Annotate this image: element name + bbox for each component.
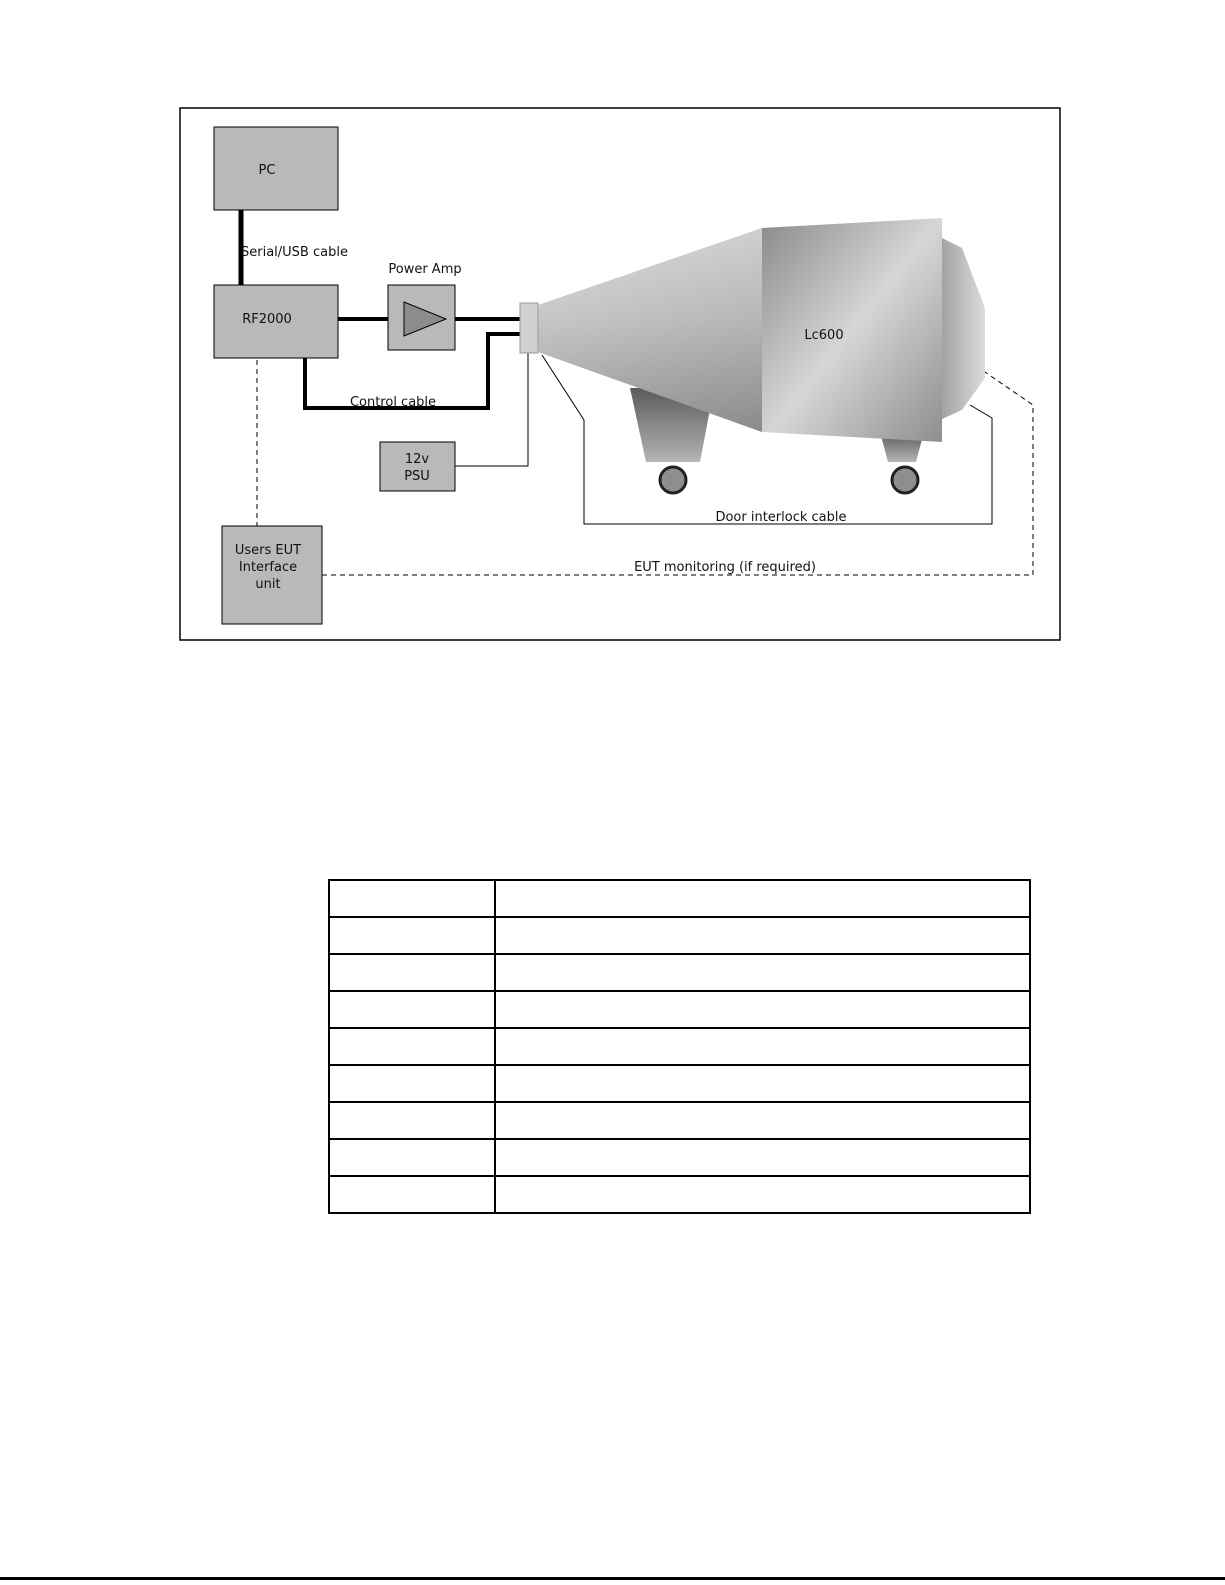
wheel-front-icon	[660, 467, 686, 493]
table-row	[329, 1102, 1030, 1139]
table-row	[329, 991, 1030, 1028]
table-row	[329, 1065, 1030, 1102]
table-cell	[329, 991, 495, 1028]
table-cell	[495, 991, 1030, 1028]
eut-monitoring-label: EUT monitoring (if required)	[634, 560, 816, 575]
eut-interface-label-line3: unit	[255, 577, 281, 592]
table-cell	[329, 1176, 495, 1213]
table-cell	[329, 1065, 495, 1102]
table-cell	[329, 917, 495, 954]
door-interlock-label: Door interlock cable	[715, 510, 847, 525]
table-row	[329, 880, 1030, 917]
table-cell	[495, 880, 1030, 917]
empty-spec-table	[328, 879, 1031, 1214]
page-footer-rule	[0, 1577, 1225, 1580]
eut-interface-box	[222, 526, 322, 624]
lc600-label: Lc600	[804, 328, 844, 343]
table-row	[329, 1139, 1030, 1176]
psu-label-line2: PSU	[404, 469, 430, 484]
antenna-connector	[520, 303, 538, 353]
table-cell	[495, 1102, 1030, 1139]
table-cell	[329, 1102, 495, 1139]
eut-interface-label-line2: Interface	[238, 560, 298, 575]
table-row	[329, 1176, 1030, 1213]
table-cell	[495, 954, 1030, 991]
serial-cable-label: Serial/USB cable	[241, 245, 348, 260]
table-cell	[495, 1065, 1030, 1102]
table-row	[329, 954, 1030, 991]
power-amp-label: Power Amp	[388, 262, 462, 277]
control-cable-label: Control cable	[349, 395, 437, 410]
table-row	[329, 917, 1030, 954]
table-cell	[329, 1028, 495, 1065]
table-cell	[329, 1139, 495, 1176]
rf2000-label: RF2000	[242, 312, 292, 327]
system-setup-diagram	[0, 0, 1225, 660]
eut-interface-label-line1: Users EUT	[234, 543, 302, 558]
pc-label: PC	[258, 163, 276, 178]
psu-label-line1: 12v	[404, 452, 430, 467]
table-cell	[495, 1139, 1030, 1176]
table-cell	[329, 880, 495, 917]
table-cell	[495, 1176, 1030, 1213]
pc-box	[214, 127, 338, 210]
lc600-chamber-body	[762, 218, 942, 442]
table-cell	[329, 954, 495, 991]
table-cell	[495, 1028, 1030, 1065]
table-cell	[495, 917, 1030, 954]
wheel-rear-icon	[892, 467, 918, 493]
table-row	[329, 1028, 1030, 1065]
